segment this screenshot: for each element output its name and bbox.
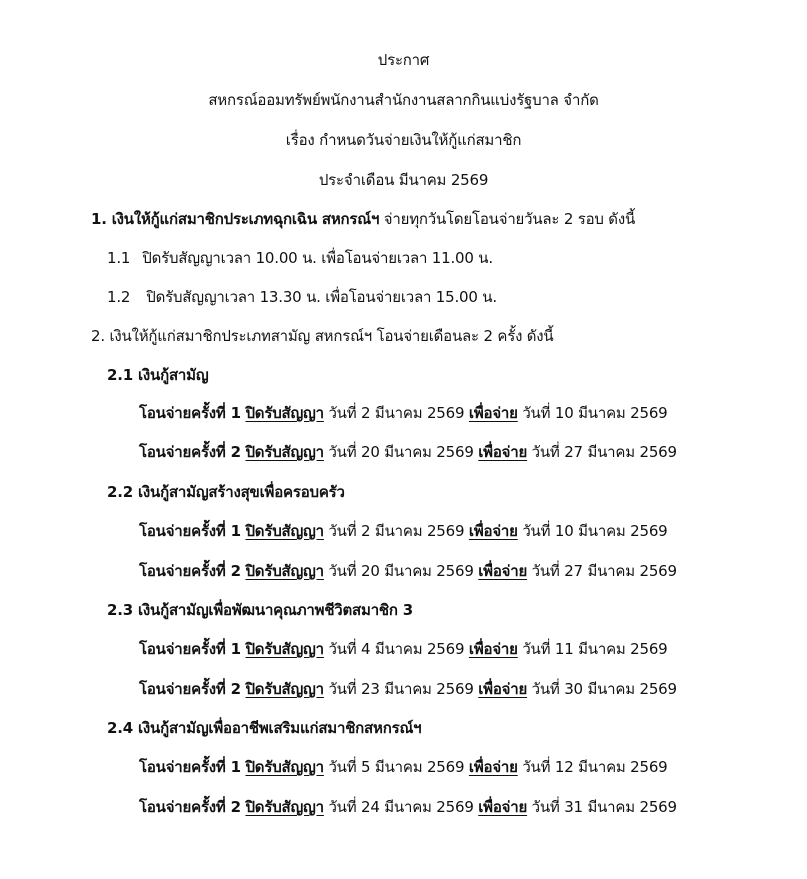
organization-name: สหกรณ์ออมทรัพย์พนักงานสำนักงานสลากกินแบ่งรัฐบาล จำกัด <box>208 91 599 109</box>
payment-round-row <box>139 796 677 818</box>
close-label: ปิดรับสัญญา <box>245 640 324 658</box>
section1-heading-bold: 1. เงินให้กู้แก่สมาชิกประเภทฉุกเฉิน สหกรณ์ฯ <box>91 210 380 228</box>
round-prefix: โอนจ่ายครั้งที่ <box>139 443 226 461</box>
pay-label: เพื่อจ่าย <box>478 798 528 816</box>
pay-date: วันที่ 27 มีนาคม 2569 <box>531 443 677 461</box>
payment-round-row <box>139 402 668 424</box>
round-prefix: โอนจ่ายครั้งที่ <box>139 680 226 698</box>
round-prefix: โอนจ่ายครั้งที่ <box>139 798 226 816</box>
payment-round-row <box>139 520 668 542</box>
payment-round-row <box>139 638 668 660</box>
round-number: 2 <box>230 798 241 816</box>
pay-label: เพื่อจ่าย <box>468 640 518 658</box>
close-label: ปิดรับสัญญา <box>245 522 324 540</box>
pay-date: วันที่ 10 มีนาคม 2569 <box>522 404 668 422</box>
round-number: 1 <box>230 522 241 540</box>
pay-date: วันที่ 12 มีนาคม 2569 <box>522 758 668 776</box>
announcement-subject: เรื่อง กำหนดวันจ่ายเงินให้กู้แก่สมาชิก <box>285 131 522 149</box>
payment-round-row <box>139 678 677 700</box>
subsection-title: 2.2 เงินกู้สามัญสร้างสุขเพื่อครอบครัว <box>107 483 345 501</box>
payment-round-row <box>139 756 668 778</box>
pay-label: เพื่อจ่าย <box>478 443 528 461</box>
pay-label: เพื่อจ่าย <box>478 680 528 698</box>
pay-label: เพื่อจ่าย <box>478 562 528 580</box>
close-date: วันที่ 4 มีนาคม 2569 <box>328 640 465 658</box>
announcement-title: ประกาศ <box>377 51 430 69</box>
round-prefix: โอนจ่ายครั้งที่ <box>139 522 226 540</box>
close-label: ปิดรับสัญญา <box>245 680 324 698</box>
close-date: วันที่ 20 มีนาคม 2569 <box>328 562 474 580</box>
pay-date: วันที่ 31 มีนาคม 2569 <box>531 798 677 816</box>
pay-label: เพื่อจ่าย <box>468 404 518 422</box>
section1-item <box>107 247 493 269</box>
section1-heading <box>91 208 635 230</box>
close-date: วันที่ 2 มีนาคม 2569 <box>328 404 465 422</box>
round-number: 2 <box>230 443 241 461</box>
close-date: วันที่ 23 มีนาคม 2569 <box>328 680 474 698</box>
pay-label: เพื่อจ่าย <box>468 758 518 776</box>
round-number: 1 <box>230 404 241 422</box>
close-label: ปิดรับสัญญา <box>245 404 324 422</box>
payment-round-row <box>139 560 677 582</box>
subsection-title: 2.3 เงินกู้สามัญเพื่อพัฒนาคุณภาพชีวิตสมาชิก 3 <box>107 601 414 619</box>
section1-item-number: 1.2 <box>107 288 131 306</box>
section1-item-text: ปิดรับสัญญาเวลา 10.00 น. เพื่อโอนจ่ายเวลา 11.00 น. <box>142 249 493 267</box>
subsection-title: 2.4 เงินกู้สามัญเพื่ออาชีพเสริมแก่สมาชิกสหกรณ์ฯ <box>107 719 422 737</box>
close-label: ปิดรับสัญญา <box>245 443 324 461</box>
payment-round-row <box>139 441 677 463</box>
section1-item-text: ปิดรับสัญญาเวลา 13.30 น. เพื่อโอนจ่ายเวลา 15.00 น. <box>146 288 497 306</box>
round-number: 1 <box>230 758 241 776</box>
round-prefix: โอนจ่ายครั้งที่ <box>139 640 226 658</box>
pay-date: วันที่ 10 มีนาคม 2569 <box>522 522 668 540</box>
close-date: วันที่ 20 มีนาคม 2569 <box>328 443 474 461</box>
round-number: 2 <box>230 680 241 698</box>
pay-date: วันที่ 27 มีนาคม 2569 <box>531 562 677 580</box>
close-label: ปิดรับสัญญา <box>245 798 324 816</box>
close-date: วันที่ 24 มีนาคม 2569 <box>328 798 474 816</box>
round-number: 1 <box>230 640 241 658</box>
round-prefix: โอนจ่ายครั้งที่ <box>139 758 226 776</box>
announcement-period: ประจำเดือน มีนาคม 2569 <box>318 171 489 189</box>
round-prefix: โอนจ่ายครั้งที่ <box>139 562 226 580</box>
pay-date: วันที่ 30 มีนาคม 2569 <box>531 680 677 698</box>
section1-item <box>107 286 497 308</box>
section1-heading-rest: จ่ายทุกวันโดยโอนจ่ายวันละ 2 รอบ ดังนี้ <box>379 210 636 228</box>
close-label: ปิดรับสัญญา <box>245 758 324 776</box>
close-date: วันที่ 5 มีนาคม 2569 <box>328 758 465 776</box>
section1-item-number: 1.1 <box>107 249 131 267</box>
subsection-title: 2.1 เงินกู้สามัญ <box>107 366 209 384</box>
close-date: วันที่ 2 มีนาคม 2569 <box>328 522 465 540</box>
section2-heading: 2. เงินให้กู้แก่สมาชิกประเภทสามัญ สหกรณ์ฯ โอนจ่ายเดือนละ 2 ครั้ง ดังนี้ <box>91 327 554 345</box>
pay-date: วันที่ 11 มีนาคม 2569 <box>522 640 668 658</box>
close-label: ปิดรับสัญญา <box>245 562 324 580</box>
pay-label: เพื่อจ่าย <box>468 522 518 540</box>
round-number: 2 <box>230 562 241 580</box>
round-prefix: โอนจ่ายครั้งที่ <box>139 404 226 422</box>
